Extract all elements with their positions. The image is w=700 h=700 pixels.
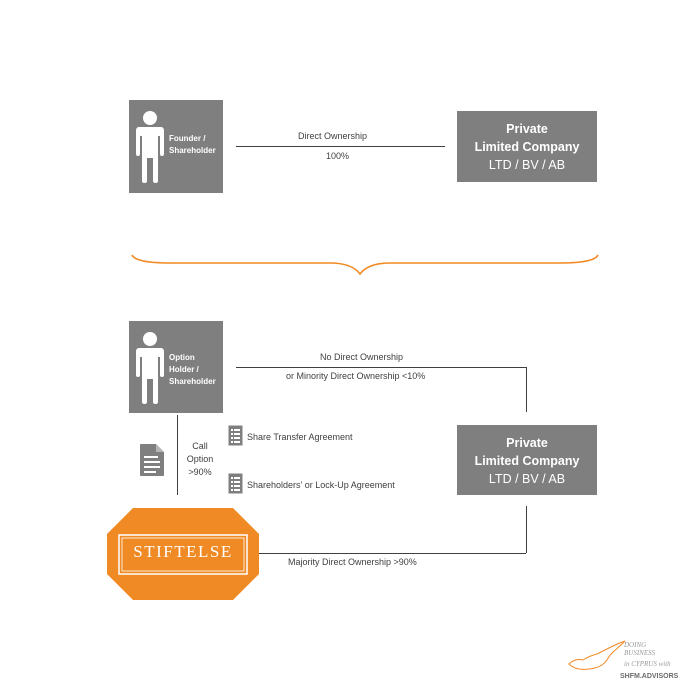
document-icon	[139, 443, 165, 477]
company-line1: Private	[506, 436, 548, 450]
majority-ownership-connector	[526, 506, 527, 553]
company-line2: Limited Company	[474, 140, 580, 154]
document-icon	[228, 425, 243, 446]
call-option-line1: Call	[192, 441, 208, 451]
minority-ownership-label: or Minority Direct Ownership <10%	[286, 371, 426, 381]
majority-ownership-line	[259, 553, 526, 554]
lockup-agreement-label: Shareholders’ or Lock-Up Agreement	[247, 480, 395, 490]
share-transfer-agreement-label: Share Transfer Agreement	[247, 432, 353, 442]
company-line1: Private	[506, 122, 548, 136]
founder-label	[169, 133, 216, 157]
founder-label-line2: Shareholder	[169, 146, 216, 155]
logo-line1: DOING	[624, 641, 647, 649]
bottom-company-box	[457, 425, 597, 495]
logo-line2: BUSINESS	[624, 649, 656, 657]
logo-line4: SHFM.ADVISORS	[620, 673, 679, 680]
call-option-divider	[177, 415, 178, 495]
option-holder-label-line1: Option	[169, 353, 195, 362]
direct-ownership-line	[236, 146, 445, 147]
founder-label-line1: Founder /	[169, 134, 206, 143]
option-holder-label	[169, 352, 216, 388]
stiftelse-label: STIFTELSE	[133, 542, 233, 561]
option-holder-label-line3: Shareholder	[169, 377, 216, 386]
brace-icon	[130, 250, 600, 275]
company-line2: Limited Company	[474, 454, 580, 468]
direct-ownership-label: Direct Ownership	[298, 131, 368, 141]
company-line3: LTD / BV / AB	[488, 472, 566, 486]
call-option-label	[180, 440, 220, 479]
top-company-box	[457, 111, 597, 182]
call-option-line3: >90%	[188, 467, 212, 477]
option-holder-box	[129, 321, 223, 413]
majority-ownership-label: Majority Direct Ownership >90%	[288, 557, 417, 567]
person-icon	[135, 110, 165, 184]
document-icon	[228, 473, 243, 494]
company-line3: LTD / BV / AB	[488, 158, 566, 172]
founder-box	[129, 100, 223, 193]
minority-ownership-connector	[526, 367, 527, 412]
logo-line3: in CYPRUS with	[624, 660, 671, 668]
option-holder-label-line2: Holder /	[169, 365, 199, 374]
call-option-line2: Option	[186, 454, 214, 464]
direct-ownership-percent: 100%	[326, 151, 350, 161]
cyprus-map-icon	[567, 640, 627, 672]
no-direct-ownership-label: No Direct Ownership	[320, 352, 404, 362]
minority-ownership-line	[236, 367, 526, 368]
person-icon	[135, 331, 165, 405]
